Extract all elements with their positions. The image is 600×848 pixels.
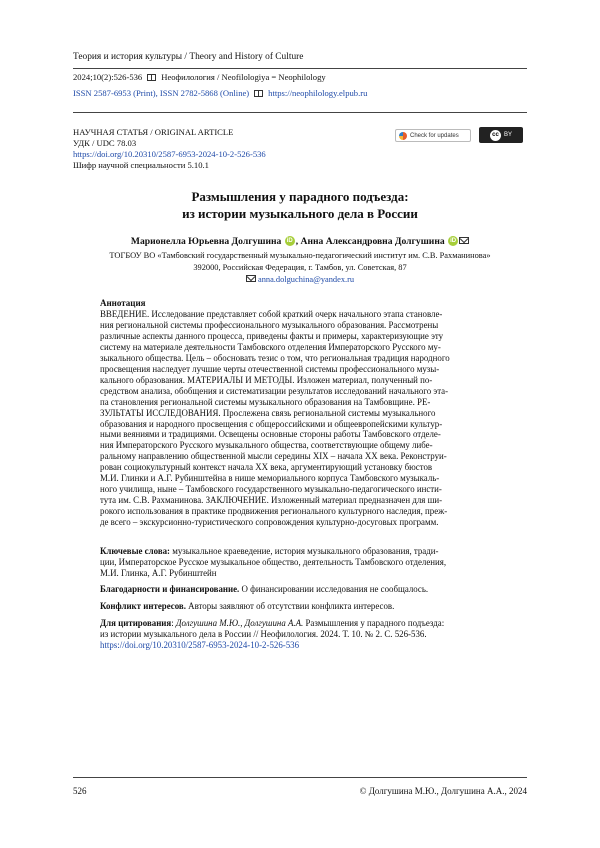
issn-link[interactable]: ISSN 2587-6953 (Print), ISSN 2782-5868 (Online) [73,88,250,98]
page-number: 526 [73,786,87,796]
abstract-line: различные аспекты данного процесса, приведены факты и примеры, характеризующие эту [100,330,444,341]
author-separator: , [295,236,301,247]
abstract-line: ния региональной системы профессионального музыкального образования. Рассмотрены [100,319,439,330]
abstract-line: зыкального общества. Цель – обосновать тезис о том, что региональная традиция народного [100,352,450,363]
keywords [100,546,500,579]
copyright: © Долгушина М.Ю., Долгушина А.А., 2024 [359,786,527,796]
crossmark-icon [399,132,407,140]
book-icon [147,74,156,81]
citation-label: Для цитирования [100,618,172,628]
abstract-line: тута им. С.В. Рахманинова. ЗАКЛЮЧЕНИЕ. Изложенный материал предназначен для ши- [100,495,443,506]
doi-link[interactable]: https://doi.org/10.20310/2587-6953-2024-10-2-526-536 [73,149,266,159]
citation: Для цитирования: Долгушина М.Ю., Долгушина А.А. Размышления у парадного подъезда: из истории музыкального дела в России // Неофилология. 2024. Т. 10. № 2. С. 526-536. https://doi.org/10.20310/2587-6953-2024-10-2-526-536 [100,618,500,651]
citation-authors: Долгушина М.Ю., Долгушина А.А. [175,618,304,628]
abstract-body [100,309,500,528]
email-icon [246,275,256,282]
issn-line [73,88,367,98]
citation-doi-link[interactable]: https://doi.org/10.20310/2587-6953-2024-10-2-526-536 [100,639,300,650]
funding-label: Благодарности и финансирование. [100,584,240,594]
conflict-label: Конфликт интересов. [100,601,186,611]
abstract-line: де всего – экскурсионно-туристического сопровождения культурно-досуговых программ. [100,517,439,528]
conflict-text: Авторы заявляют об отсутствии конфликта интересов. [185,601,395,611]
keywords-text: М.И. Глинка, А.Г. Рубинштейн [100,567,217,578]
abstract-line: па становления региональной системы музыкального образования на Тамбовщине. РЕ- [100,396,431,407]
affiliation-line1: ТОГБОУ ВО «Тамбовский государственный музыкально-педагогический институт им. С.В. Рахманинова» [109,251,491,260]
check-for-updates-button[interactable] [395,129,471,142]
orcid-icon[interactable]: iD [450,238,457,244]
citation-text: Размышления у парадного подъезда: [303,618,445,628]
cc-icon: cc [490,130,501,141]
footer-divider [73,777,527,778]
abstract-line: ными веяниями и традициями. Освещены основные стороны работы Тамбовского отделе- [100,429,441,440]
book-icon [254,90,263,97]
citation-text: из истории музыкального дела в России // Неофилология. 2024. Т. 10. № 2. С. 526-536. [100,628,427,639]
abstract-line: систему на материале деятельности Тамбовского отделения Императорского Русского му- [100,341,441,352]
affiliation-line2: 392000, Российская Федерация, г. Тамбов, ул. Советская, 87 [193,263,407,272]
abstract-line: рокого использования в практике продвижения регионального культурного наследия, преж- [100,506,448,517]
funding-text: О финансировании исследования не сообщалось. [239,584,429,594]
cc-by-label: BY [503,132,512,138]
keywords-text: музыкальное краеведение, история музыкального образования, тради- [170,546,439,556]
article-title-line1: Размышления у парадного подъезда: [191,189,409,204]
affiliation-email [73,275,527,284]
abstract-line: средством анализа, обобщения и систематизации результатов исследований начального эта- [100,385,449,396]
abstract-line: ния Императорского Русского музыкального общества, соответствующие общему либе- [100,440,433,451]
abstract-line: просвещения наследует лучшие черты отечественной системы профессионального музы- [100,363,440,374]
abstract-heading: Аннотация [100,298,146,308]
orcid-icon[interactable]: iD [286,238,293,244]
journal-site-link[interactable]: https://neophilology.elpub.ru [268,88,368,98]
abstract-line: рован социокультурный контекст начала XX века, аргументирующий установку бюстов [100,462,433,473]
issue-line [73,72,326,82]
check-for-updates-label: Check for updates [410,132,459,139]
abstract-line: ральному направлению общественной мысли середины XIX – начала XX века. Реконструи- [100,451,447,462]
header-divider [73,68,527,69]
author-email-link[interactable]: anna.dolguchina@yandex.ru [258,275,355,284]
abstract-line: образования и народного просвещения с общероссийскими и общеевропейскими культур- [100,418,443,429]
abstract-line: ЗУЛЬТАТЫ ИССЛЕДОВАНИЯ. Прослежена связь региональной системы музыкального [100,407,436,418]
udk: УДК / UDC 78.03 [73,138,137,148]
journal-section: Неофилология / Neofilologiya = Neophilology [161,72,326,82]
article-type: НАУЧНАЯ СТАТЬЯ / ORIGINAL ARTICLE [73,127,234,137]
issue-info: 2024;10(2):526-536 [73,72,143,82]
abstract-line: кального образования. МАТЕРИАЛЫ И МЕТОДЫ. Изложен материал, полученный по- [100,374,433,385]
specialty-code: Шифр научной специальности 5.10.1 [73,160,209,170]
header-divider-bottom [73,112,527,113]
keywords-text: ции, Императорское Русское музыкальное общество, деятельность Тамбовского отделения, [100,556,447,567]
author-2: Анна Александровна Долгушина [300,236,445,247]
abstract-line: М.И. Глинки и А.Г. Рубинштейна в нише мемориального корпуса Тамбовского музыкаль- [100,473,440,484]
author-1: Марионелла Юрьевна Долгушина [130,236,282,247]
abstract-line: ного училища, ныне – Тамбовского государственного музыкально-педагогического инсти- [100,484,442,495]
email-icon [459,237,469,244]
conflict-of-interest [100,601,500,612]
article-title-line2: из истории музыкального дела в России [182,206,418,221]
authors-line [73,236,527,247]
abstract-line: ВВЕДЕНИЕ. Исследование представляет собой краткий очерк начального этапа становле- [100,309,443,319]
funding [100,584,500,595]
keywords-label: Ключевые слова: [100,546,171,556]
cc-license-badge[interactable] [479,127,523,143]
journal-title: Теория и история культуры / Theory and History of Culture [73,52,304,62]
